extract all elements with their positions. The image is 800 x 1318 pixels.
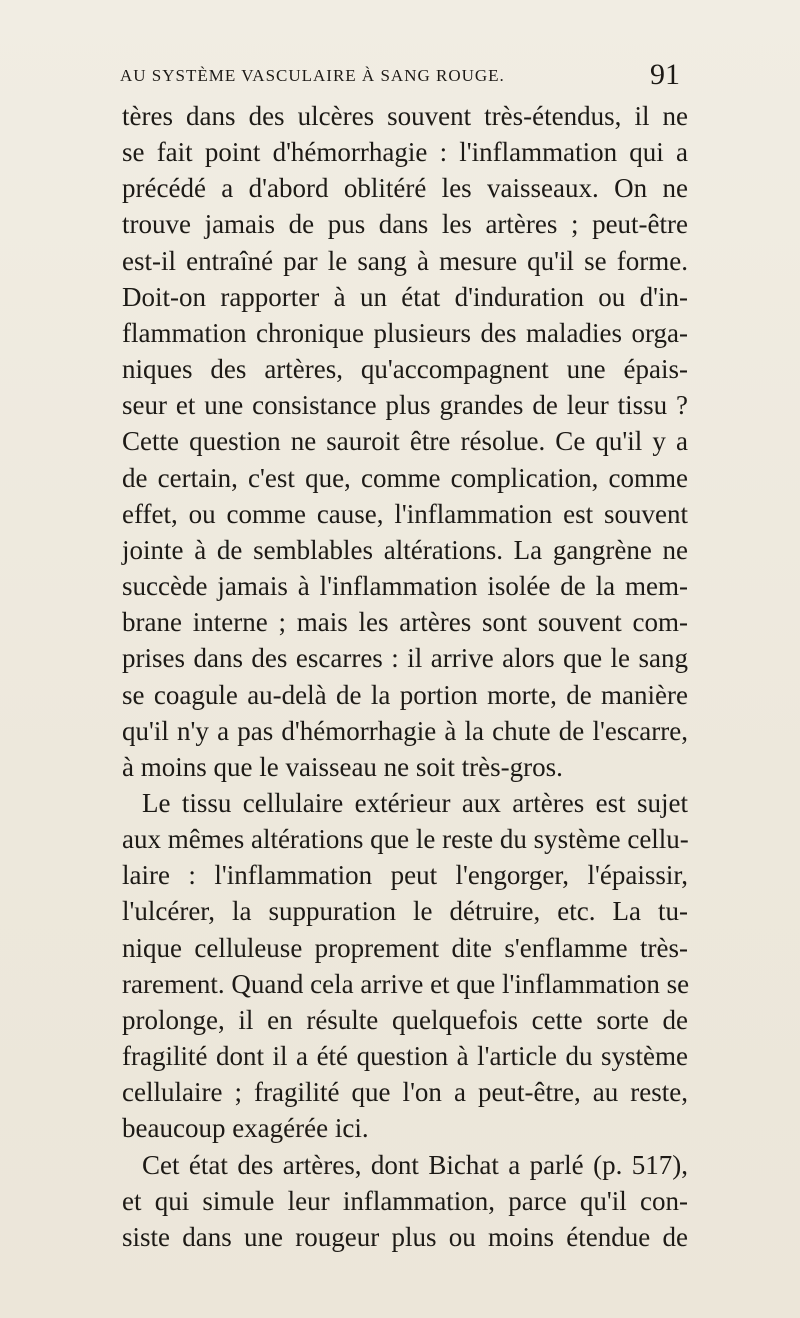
text-line: se fait point d'hémorrhagie : l'inflammation qui a bbox=[122, 137, 688, 168]
text-line: de certain, c'est que, comme complication, comme bbox=[122, 462, 688, 493]
text-line: Doit-on rapporter à un état d'induration ou d'in- bbox=[122, 281, 688, 312]
running-title: AU SYSTÈME VASCULAIRE À SANG ROUGE. bbox=[120, 66, 505, 85]
text-line: rarement. Quand cela arrive et que l'inflammation se bbox=[122, 968, 690, 999]
text-line: fragilité dont il a été question à l'article du système bbox=[122, 1041, 688, 1072]
text-line: à moins que le vaisseau ne soit très-gros. bbox=[122, 751, 563, 782]
text-line: Cet état des artères, dont Bichat a parlé (p. 517), bbox=[142, 1149, 688, 1180]
text-line: succède jamais à l'inflammation isolée de la mem- bbox=[122, 571, 688, 602]
text-line: nique celluleuse proprement dite s'enflamme très- bbox=[122, 932, 688, 963]
text-line: brane interne ; mais les artères sont souvent com- bbox=[122, 607, 688, 638]
text-line: est-il entraîné par le sang à mesure qu'il se forme. bbox=[122, 245, 688, 276]
text-line: seur et une consistance plus grandes de leur tissu ? bbox=[122, 390, 688, 421]
text-line: Cette question ne sauroit être résolue. Ce qu'il y a bbox=[122, 426, 688, 457]
text-line: jointe à de semblables altérations. La gangrène ne bbox=[122, 534, 688, 565]
text-line: prolonge, il en résulte quelquefois cette sorte de bbox=[122, 1004, 688, 1035]
text-line: l'ulcérer, la suppuration le détruire, etc. La tu- bbox=[122, 896, 688, 927]
text-line: trouve jamais de pus dans les artères ; peut-être bbox=[122, 209, 688, 240]
text-line: beaucoup exagérée ici. bbox=[122, 1113, 369, 1144]
text-line: tères dans des ulcères souvent très-étendus, il ne bbox=[122, 101, 688, 131]
text-line: cellulaire ; fragilité que l'on a peut-être, au reste, bbox=[122, 1077, 688, 1108]
text-line: se coagule au-delà de la portion morte, de manière bbox=[122, 679, 688, 710]
text-line: qu'il n'y a pas d'hémorrhagie à la chute de l'escarre, bbox=[122, 715, 688, 746]
text-line: Le tissu cellulaire extérieur aux artères est sujet bbox=[142, 787, 688, 818]
text-line: prises dans des escarres : il arrive alors que le sang bbox=[122, 643, 688, 674]
text-line: niques des artères, qu'accompagnent une épais- bbox=[122, 354, 688, 385]
text-line: laire : l'inflammation peut l'engorger, l'épaissir, bbox=[122, 860, 688, 891]
text-line: aux mêmes altérations que le reste du système cellu- bbox=[122, 824, 689, 855]
text-line: précédé a d'abord oblitéré les vaisseaux. On ne bbox=[122, 173, 688, 204]
body-text bbox=[122, 98, 688, 1255]
page-number: 91 bbox=[650, 58, 680, 91]
text-line: flammation chronique plusieurs des maladies orga- bbox=[122, 317, 688, 348]
text-line: siste dans une rougeur plus ou moins étendue de bbox=[122, 1221, 688, 1252]
text-line: et qui simule leur inflammation, parce qu'il con- bbox=[122, 1185, 688, 1216]
text-line: effet, ou comme cause, l'inflammation est souvent bbox=[122, 498, 688, 529]
